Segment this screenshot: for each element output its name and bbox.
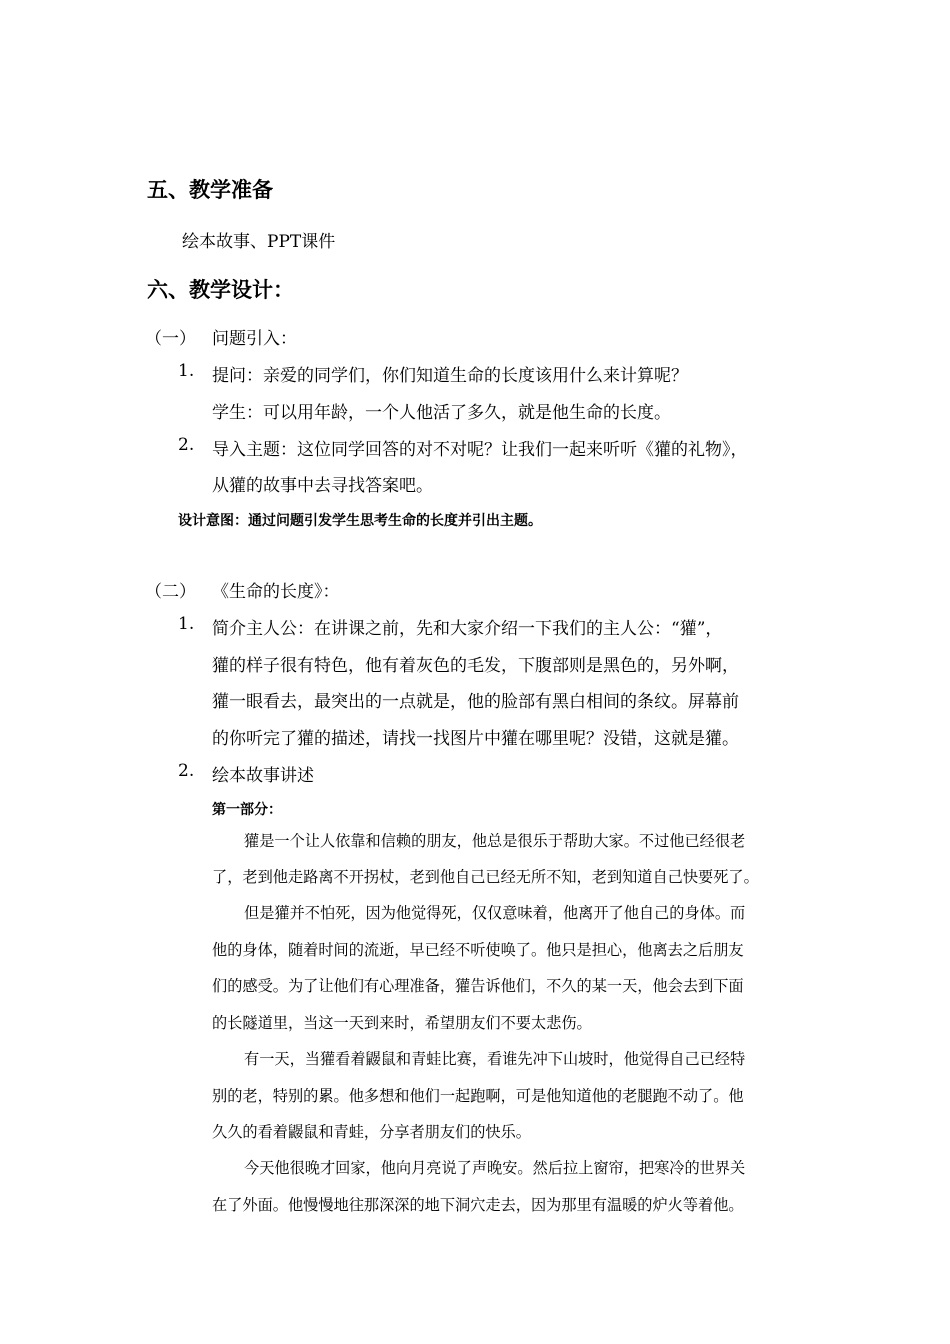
part1-item1-line2: 学生：可以用年龄，一个人他活了多久，就是他生命的长度。 — [212, 403, 671, 423]
part2-item2-title: 绘本故事讲述 — [212, 766, 314, 786]
story-line: 了，老到他走路离不开拐杖，老到他自己已经无所不知，老到知道自己快要死了。 — [212, 868, 759, 886]
part2-item1-line: 的你听完了獾的描述，请找一找图片中獾在哪里呢？没错，这就是獾。 — [212, 729, 739, 749]
story-part-subtitle: 第一部分： — [212, 802, 282, 818]
part2-item1-line: 獾一眼看去，最突出的一点就是，他的脸部有黑白相间的条纹。屏幕前 — [212, 692, 739, 712]
part2-item1-line: 简介主人公：在讲课之前，先和大家介绍一下我们的主人公：“獾”， — [212, 619, 723, 639]
part2-title: 《生命的长度》： — [212, 582, 340, 602]
part2-item2-number: 2. — [178, 761, 195, 781]
story-line: 们的感受。为了让他们有心理准备，獾告诉他们，不久的某一天，他会去到下面 — [212, 977, 744, 995]
story-line: 獾是一个让人依靠和信赖的朋友，他总是很乐于帮助大家。不过他已经很老 — [244, 832, 746, 850]
section5-heading: 五、教学准备 — [147, 178, 273, 202]
story-line: 在了外面。他慢慢地往那深深的地下洞穴走去，因为那里有温暖的炉火等着他。 — [212, 1196, 744, 1214]
design-intent: 设计意图：通过问题引发学生思考生命的长度并引出主题。 — [178, 513, 542, 529]
story-line: 但是獾并不怕死，因为他觉得死，仅仅意味着，他离开了他自己的身体。而 — [244, 904, 746, 922]
part1-item1-number: 1. — [178, 361, 195, 381]
part1-item2-line2: 从獾的故事中去寻找答案吧。 — [212, 476, 433, 496]
part1-marker: （一） — [145, 329, 196, 349]
part1-item2-line1: 导入主题：这位同学回答的对不对呢？让我们一起来听听《獾的礼物》， — [212, 440, 748, 460]
part2-item1-number: 1. — [178, 614, 195, 634]
section5-content: 绘本故事、PPT课件 — [182, 232, 336, 252]
part2-item1-line: 獾的样子很有特色，他有着灰色的毛发，下腹部则是黑色的，另外啊， — [212, 656, 739, 676]
part1-title: 问题引入： — [212, 329, 297, 349]
story-line: 久久的看着鼹鼠和青蛙，分享者朋友们的快乐。 — [212, 1123, 531, 1141]
story-line: 他的身体，随着时间的流逝，早已经不听使唤了。他只是担心，他离去之后朋友 — [212, 941, 744, 959]
story-line: 今天他很晚才回家，他向月亮说了声晚安。然后拉上窗帘，把寒冷的世界关 — [244, 1159, 746, 1177]
section6-heading: 六、教学设计： — [147, 278, 294, 302]
story-line: 有一天，当獾看着鼹鼠和青蛙比赛，看谁先冲下山坡时，他觉得自己已经特 — [244, 1050, 746, 1068]
story-line: 的长隧道里，当这一天到来时，希望朋友们不要太悲伤。 — [212, 1014, 592, 1032]
part1-item1-line1: 提问：亲爱的同学们，你们知道生命的长度该用什么来计算呢？ — [212, 366, 688, 386]
story-line: 别的老，特别的累。他多想和他们一起跑啊，可是他知道他的老腿跑不动了。他 — [212, 1087, 744, 1105]
part2-marker: （二） — [145, 582, 196, 602]
part1-item2-number: 2. — [178, 435, 195, 455]
